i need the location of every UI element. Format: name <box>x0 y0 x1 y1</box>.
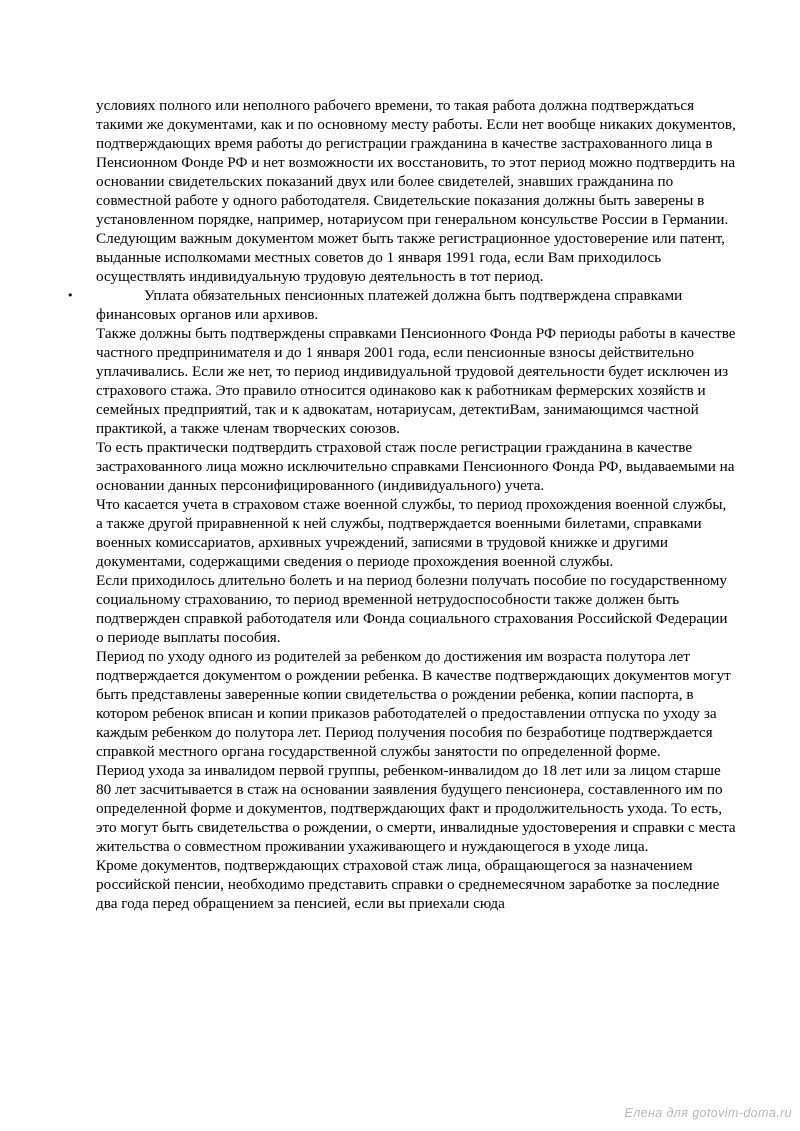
paragraph-entrepreneur-periods: Также должны быть подтверждены справками Пенсионного Фонда РФ периоды работы в качестве частного предпринимателя и до 1 января 2001 года, если пенсионные взносы действительно уплачивались. Если же нет, то период индивидуальной трудовой деятельности будет исключен из страхового стажа. Это правило относится одинаково как к работникам фермерских хозяйств и семейных предприятий, так и к адвокатам, нотариусам, детектиВам, занимающимся частной практикой, а также членам творческих союзов. <box>96 325 736 437</box>
paragraph-child-care: Период по уходу одного из родителей за ребенком до достижения им возраста полутора лет подтверждается документом о рождении ребенка. В качестве подтверждающих документов могут быть представлены заверенные копии свидетельства о рождении ребенка, копии паспорта, в котором ребенок вписан и копии приказов работодателей о предоставлении отпуска по уходу за каждым ребенком до полутора лет. Период получения пособия по безработице подтверждается справкой местного органа государственной службы занятости по определенной форме. <box>96 648 731 760</box>
paragraph-work-confirmation: условиях полного или неполного рабочего времени, то такая работа должна подтверждаться такими же документами, как и по основному месту работы. Если нет вообще никаких документов, подтверждающих время работы до регистрации гражданина в качестве застрахованного лица в Пенсионном Фонде РФ и нет возможности их восстановить, то этот период можно подтвердить на основании свидетельских показаний двух или более свидетелей, знавших гражданина по совместной работе у одного работодателя. Свидетельские показания должны быть заверены в установленном порядке, например, нотариусом при генеральном консульстве России в Германии. <box>96 97 736 228</box>
paragraph-earnings-certificates: Кроме документов, подтверждающих страховой стаж лица, обращающегося за назначением российской пенсии, необходимо представить справки о среднемесячном заработке за последние два года перед обращением за пенсией, если вы приехали сюда <box>96 857 720 912</box>
watermark-text: Елена для gotovim-doma.ru <box>624 1106 792 1120</box>
bullet-item-pension-payments <box>67 286 736 324</box>
bullet-icon: • <box>67 289 74 302</box>
paragraph-personified-accounting: То есть практически подтвердить страховой стаж после регистрации гражданина в качестве застрахованного лица можно исключительно справками Пенсионного Фонда РФ, выдаваемыми на основании данных персонифицированного (индивидуального) учета. <box>96 439 735 494</box>
paragraph-military-service: Что касается учета в страховом стаже военной службы, то период прохождения военной службы, а также другой приравненной к ней службы, подтверждается военными билетами, справками военных комиссариатов, архивных учреждений, записями в трудовой книжке и другими документами, содержащими сведения о периоде прохождения военной службы. <box>96 496 727 570</box>
document-page <box>67 96 736 913</box>
paragraph-sick-leave: Если приходилось длительно болеть и на период болезни получать пособие по государственному социальному страхованию, то период временной нетрудоспособности также должен быть подтвержден справкой работодателя или Фонда социального страхования Российской Федерации о периоде выплаты пособия. <box>96 572 728 646</box>
bullet-item-text: Уплата обязательных пенсионных платежей должна быть подтверждена справками финансовых органов или архивов. <box>96 287 683 323</box>
paragraph-registration-certificate: Следующим важным документом может быть также регистрационное удостоверение или патент, выданные исполкомами местных советов до 1 января 1991 года, если Вам приходилось осуществлять индивидуальную трудовую деятельность в тот период. <box>96 230 725 285</box>
paragraph-disabled-care: Период ухода за инвалидом первой группы, ребенком-инвалидом до 18 лет или за лицом старше 80 лет засчитывается в стаж на основании заявления будущего пенсионера, составленного им по определенной форме и документов, подтверждающих факт и продолжительность ухода. То есть, это могут быть свидетельства о рождении, о смерти, инвалидные удостоверения и справки с места жительства о совместном проживании ухаживающего и нуждающегося в уходе лица. <box>96 762 736 855</box>
